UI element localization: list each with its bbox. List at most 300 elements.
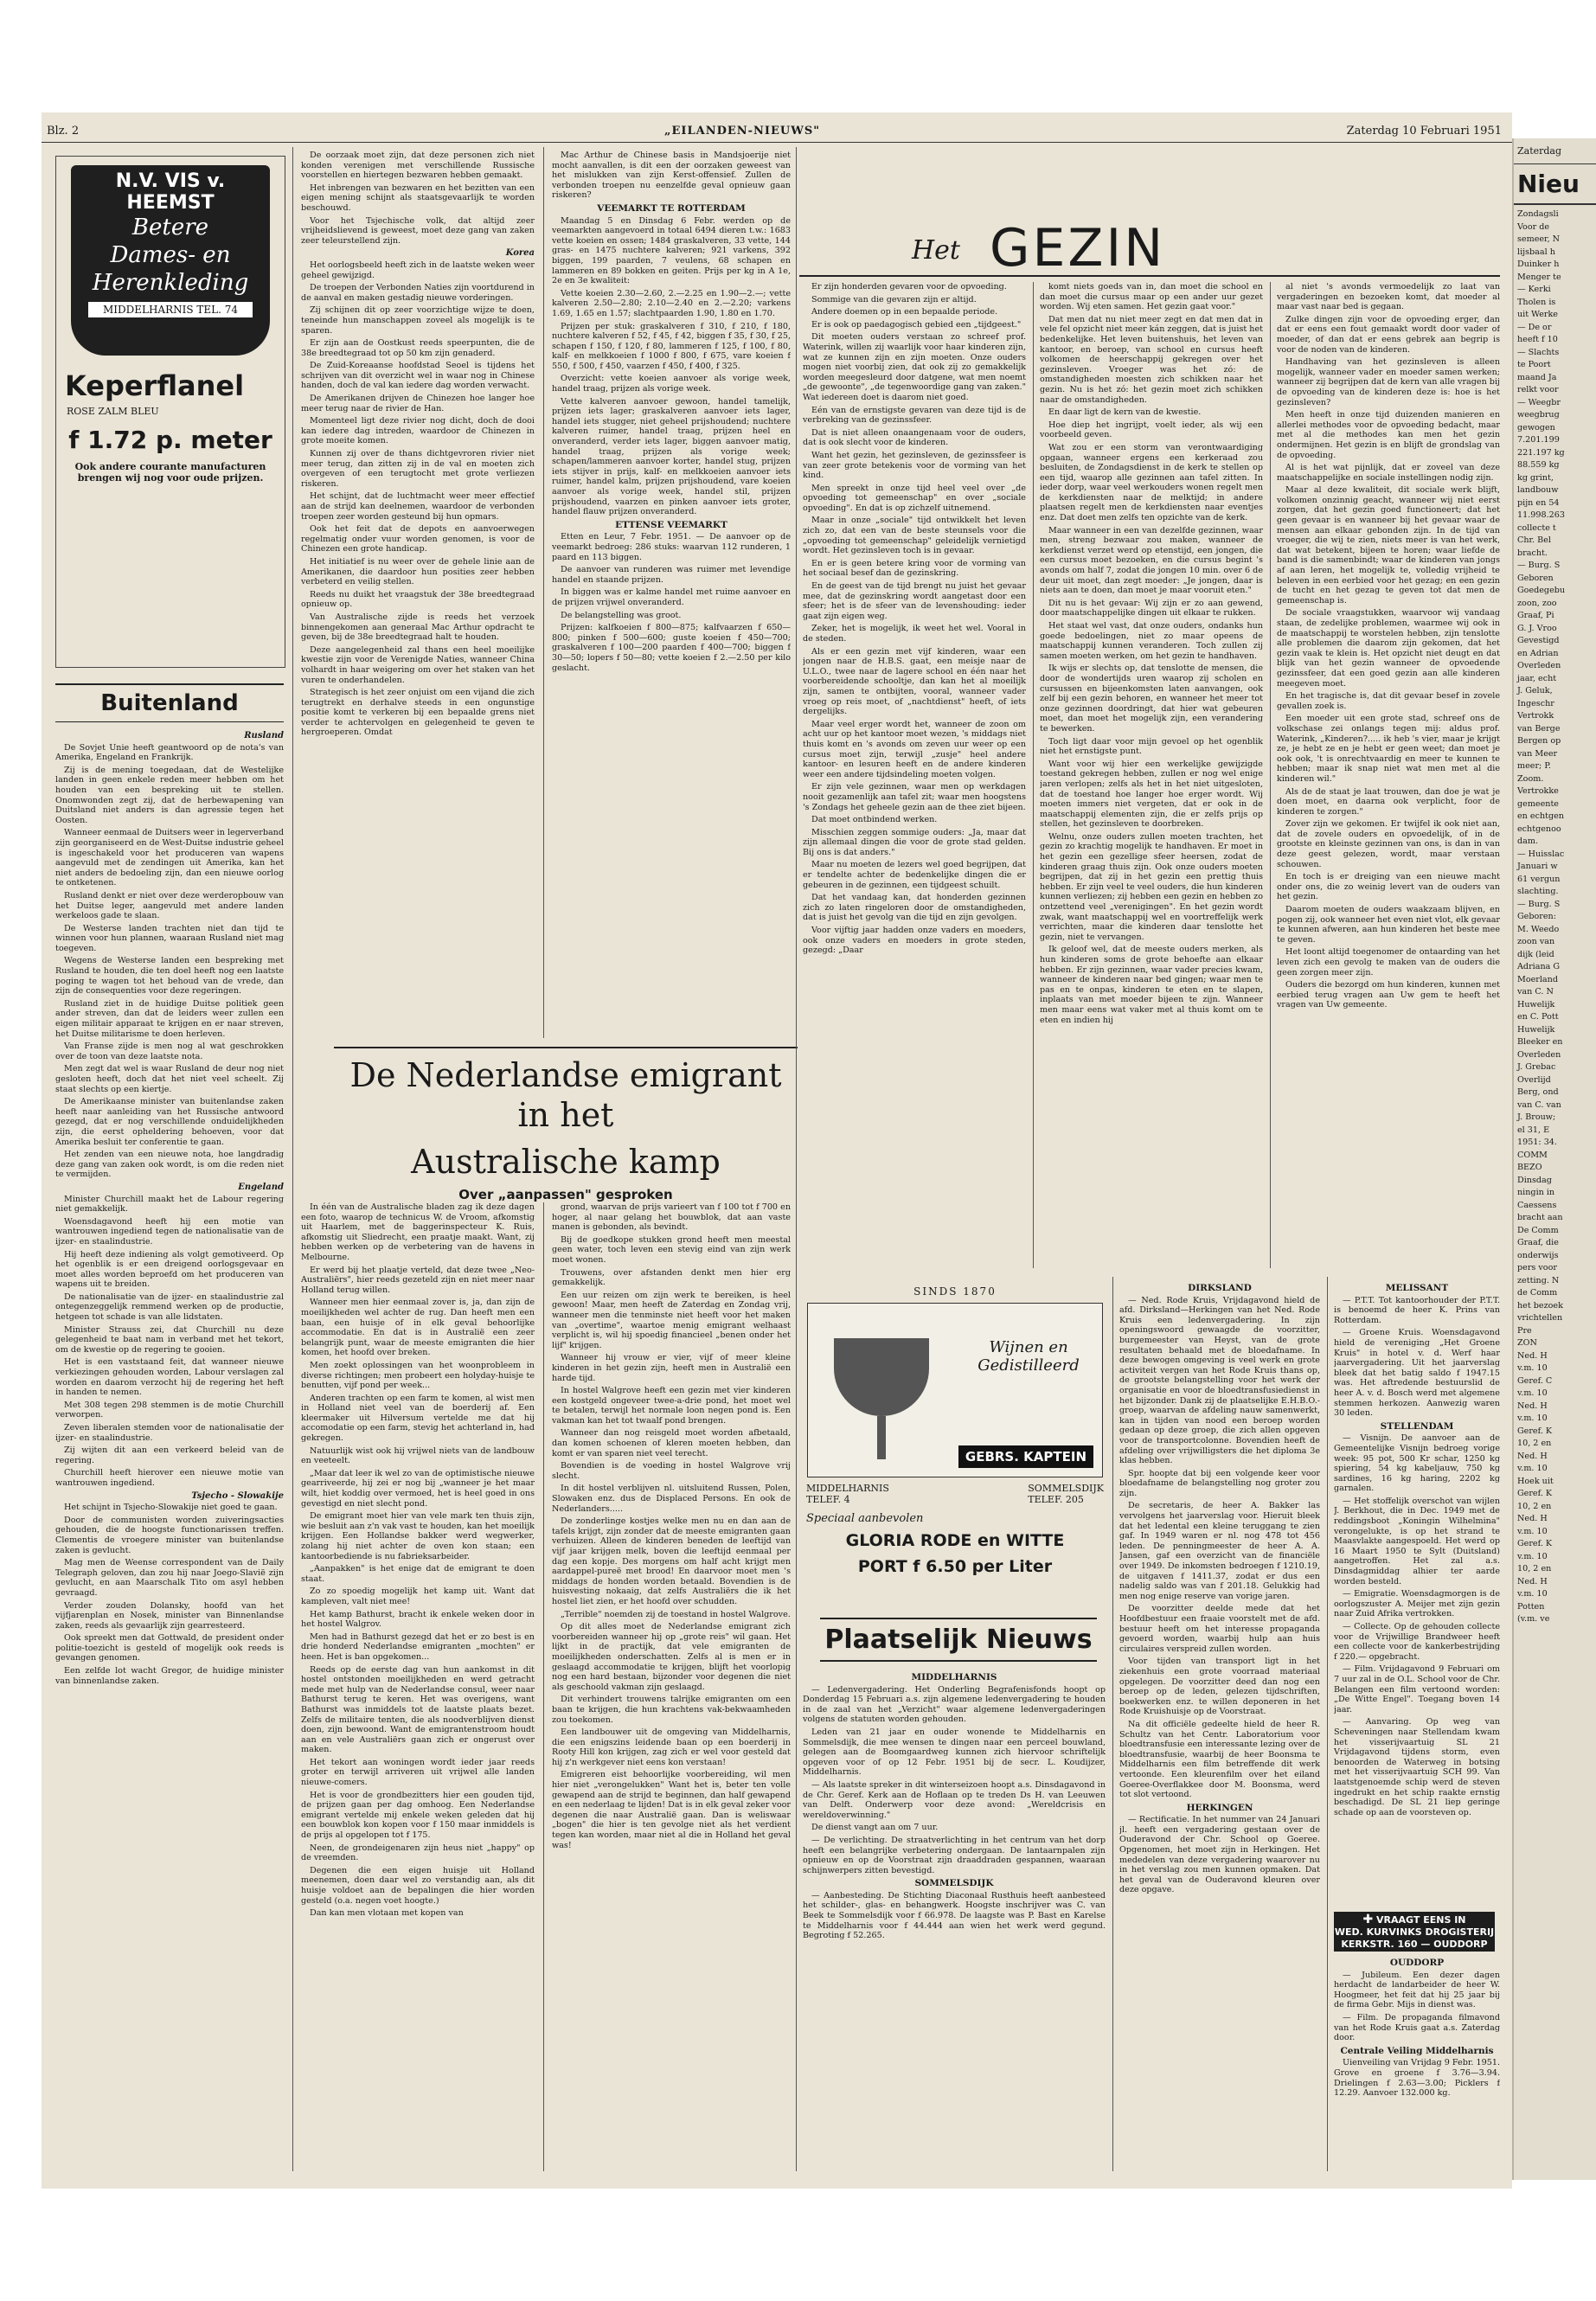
paragraph: De oorzaak moet zijn, dat deze personen zich niet konden verenigen met verschillende Russische voorstellen en hiertegen bezwaren hebben gemaakt. — [301, 151, 535, 181]
adjacent-line: — De or — [1517, 322, 1552, 332]
kaptein-wine-ad — [799, 1280, 1111, 1609]
paragraph: Emigreren eist behoorlijke voorbereiding, wil men hier niet „verongelukken" Want het is, beter ten volle gewapend aan de strijd te beginnen, dan half gewapend en een nederlaag te lijden! Dat is in elk geval zeker voor degenen die naar Australië gaan. Dan is weliswaar „bogen" die hier is ten gevolge niet als het verdient tegen kan worden, maar niet al die in Holland het geval was! — [552, 1770, 791, 1850]
dirksland-column — [1119, 1280, 1320, 2171]
paragraph: Ook spreekt men dat Gottwald, de president onder politie-toezicht is gesteld of mogelijk ook reeds is gevangen genomen. — [55, 1633, 284, 1663]
ad-since: SINDS 1870 — [913, 1285, 997, 1298]
paragraph: Mag men de Weense correspondent van de Daily Telegraph geloven, dan zou hij naar Joego-Slavië zijn gevlucht, en aan Maarschalk Tito om asyl hebben gevraagd. — [55, 1558, 284, 1598]
paragraph: Op dit alles moet de Nederlandse emigrant zich voorbereiden wanneer hij op „grote reis" wil gaan. Het lijkt in de practijk, dat vele emigranten de moeilijkheden onderschatten. Zelfs al is men er in geslaagd accommodatie te krijgen, blijft het voorlopig nog een hard bestaan, bijzonder voor degenen die niet als geschoold vakman zijn geslaagd. — [552, 1622, 791, 1692]
adjacent-line: kg grint, — [1517, 472, 1554, 483]
ad-gloria-product: GLORIA RODE en WITTE — [845, 1531, 1065, 1550]
paragraph: Zulke dingen zijn voor de opvoeding erger, dan dat er eens een fout gemaakt wordt door vader of moeder, of dan dat er eens gebrek aan begrip is voor de noden van de kinderen. — [1277, 314, 1500, 355]
adjacent-line: — Burg. S — [1517, 899, 1561, 909]
gezin-column-2 — [1040, 282, 1263, 1268]
paragraph: Hij heeft deze indiening als volgt gemotiveerd. Op het ogenblik is er een dreigend oorlogsgevaar en moet alles worden beproefd om het produceren van wapens uit te breiden. — [55, 1249, 284, 1290]
paragraph: Mac Arthur de Chinese basis in Mandsjoerije niet mocht aanvallen, is dit een der oorzaken geweest van het mislukken van zijn Kerst-offensief. Zullen de verbonden troepen nu eenzelfde geval opnieuw gaan riskeren? — [552, 151, 791, 201]
paragraph: Zij is de mening toegedaan, dat de Westelijke landen in geen enkele reden meer hebben om het houden van een bespreking uit te stellen. Onomwonden zegt zij, dat de herbewapening van Duitsland niet anders is dan agressie tegen het Oosten. — [55, 765, 284, 825]
adjacent-line: dam. — [1517, 836, 1539, 846]
paragraph: Dat moet ontbindend werken. — [811, 815, 938, 825]
gezin-title: GEZIN — [990, 218, 1166, 279]
paragraph: Kunnen zij over de thans dichtgevroren rivier niet meer terug, dan zitten zij in de val en moeten zich overgeven of een terugtocht met grote verliezen riskeren. — [301, 449, 535, 489]
adjacent-line: Geref. K — [1517, 1426, 1553, 1436]
paragraph: — P.T.T. Tot kantoorhouder der P.T.T. is benoemd de heer K. Prins van Rotterdam. — [1334, 1295, 1500, 1325]
newspaper-name: „EILANDEN-NIEUWS" — [664, 125, 821, 138]
paragraph: Sommige van die gevaren zijn er altijd. — [811, 294, 977, 304]
paragraph: „Maar dat leer ik wel zo van de optimistische nieuwe gearriveerde, hij zei er nog bij „wanneer je het maar wilt, hiet koddig over vermoed, het is heel goed in ons gevestigd en niet slecht pond. — [301, 1468, 535, 1509]
adjacent-line: Hoek uit — [1517, 1476, 1554, 1486]
paragraph: Bij de goedkope stukken grond heeft men meestal geen water, toch leven een stevig eind van zijn werk moet wonen. — [552, 1234, 791, 1265]
paragraph: De Amerikaanse minister van buitenlandse zaken heeft naar aanleiding van het Russische antwoord gezegd, dat er nog verschillende onduidelijkheden zijn, die eerst opheldering behoeven, voor dat Amerika besluit ter conferentie te gaan. — [55, 1097, 284, 1147]
paragraph: Wanneer hij vrouw er vier, vijf of meer kleine kinderen in het gezin zijn, heeft men in Australië een harde tijd. — [552, 1353, 791, 1383]
adjacent-line: J. Grebac — [1517, 1062, 1556, 1072]
adjacent-line: onderwijs — [1517, 1250, 1559, 1260]
paragraph: Maar wanneer in een van dezelfde gezinnen, waar men, streng bezwaar zou maken, wanneer de kerkdienst verzet werd op etenstijd, een jongen, die een cursus moet bezoeken, en die cursus begint 's avonds om half 7, zodat die jongen 10 min. over 6 de deur uit moet, dan zegt moeder: „Je jongen, daar is niets aan te doen, dan moet je maar vooruit eten." — [1040, 525, 1263, 596]
paragraph: Voor het Tsjechische volk, dat altijd zeer vrijheidslievend is geweest, moet deze gang van zaken zeer teleurstellend zijn. — [301, 215, 535, 246]
paragraph: Welnu, onze ouders zullen moeten trachten, het gezin zo krachtig mogelijk te handhaven. Er moet in het gezin een gezellige sfeer heersen, zodat de kinderen graag thuis zijn. Ook onze ouders moeten begrijpen, dat zij in het gezin een prettig thuis hebben. Er zijn veel te veel ouders, die hun kinderen kunnen verliezen; zij hebben een gezin en hebben zo ontzettend veel „verenigingen". En het gezin wordt zwak, want maatschappij wel en voortreffelijk werk verrichten, maar die kinderen daar tenslotte het gezin, niet te vervangen. — [1040, 831, 1263, 942]
paragraph: Anderen trachten op een farm te komen, al wist men in Holland niet veel van de boerderij af. Een kleermaker uit Hilversum vertelde me dat hij accomodatie op een farm, stevig het achterland in, had gekregen. — [301, 1393, 535, 1444]
paragraph: De Westerse landen trachten niet dan tijd te winnen voor hun plannen, waaraan Rusland niet mag toegeven. — [55, 923, 284, 953]
section-korea: Korea — [505, 248, 535, 259]
paragraph: Het kamp Bathurst, bracht ik enkele weken door in het hostel Walgrov. — [301, 1609, 535, 1630]
adjacent-line: de Comm — [1517, 1288, 1558, 1298]
ad-brand: N.V. VIS v. HEEMST — [115, 170, 226, 214]
paragraph: Want voor wij hier een werkelijke gewijzigde toestand gekregen hebben, zullen er nog wel enige jaren verlopen; zelfs als het in het niet uitgesloten, dat de toestand hoe langer hoe erger wordt. Wij moeten immers niet vergeten, dat er ook in de maatschappij elementen zijn, die er zelfs prijs op stellen, het gezinsleven te doorbreken. — [1040, 759, 1263, 830]
paragraph: Momenteel ligt deze rivier nog dicht, doch de dooi kan iedere dag intreden, waardoor de Chinezen in grote moeite komen. — [301, 416, 535, 446]
adjacent-line: Ned. H — [1517, 1576, 1548, 1586]
paragraph: Door de communisten worden zuiveringsacties gehouden, die de hoogste functionarissen treffen. Clementis de vroegere minister van buitenlandse zaken is gevlucht. — [55, 1515, 284, 1555]
paragraph: Zij wijten dit aan een verkeerd beleid van de regering. — [55, 1445, 284, 1465]
paragraph: Het is een vaststaand feit, dat wanneer nieuwe verkiezingen gehouden worden, Labour verslagen zal worden en daarom verzocht hij de regering het heft in handen te nemen. — [55, 1357, 284, 1398]
heading-ettense-veemarkt: ETTENSE VEEMARKT — [615, 519, 727, 530]
paragraph: Voor vijftig jaar hadden onze vaders en moeders, ook onze vaders en moeders in grote steden, gezegd: „Daar — [803, 926, 1026, 956]
adjacent-line: en echtgen — [1517, 811, 1564, 821]
plaatselijk-nieuws-heading: Plaatselijk Nieuws — [820, 1618, 1097, 1662]
paragraph: Ik geloof wel, dat de meeste ouders merken, als hun kinderen soms de grote behoefte aan elkaar hebben. Er zijn gezinnen, waar vader precies kwam, wanneer de kinderen naar bed gingen; waar men te pas en te onpas, kinderen te eten en te slapen, inplaats van met moeder bijeen te zijn. Wanneer men maar eens wat vaker met al thuis komt om te eten en indien hij — [1040, 945, 1263, 1025]
plaatselijk-column — [803, 1670, 1106, 2171]
adjacent-line: Tholen is — [1517, 297, 1556, 307]
buitenland-column — [55, 728, 284, 2164]
paragraph: Maar in onze „sociale" tijd ontwikkelt het leven zich zo, dat een van de beste steunsels voor die „opvoeding tot gemeenschap" geleidelijk vernietigd wordt. Het gezinsleven toch is in gevaar. — [803, 516, 1026, 556]
ad-wijnen — [964, 1338, 1093, 1375]
paragraph: Men had in Bathurst gezegd dat het er zo best is en drie honderd Nederlandse emigranten „mochten" er heen. Het is ban opgekomen... — [301, 1631, 535, 1662]
paragraph: De belangstelling was groot. — [561, 610, 682, 620]
paragraph: — Aanbesteding. De Stichting Diaconaal Rusthuis heeft aanbesteed het schilder-, glas- en behangwerk. Hoogste inschrijver was C. van Beek te Sommelsdijk voor f 66.978. De laagste was P. Bast en Karelse te Middelharnis voor f 44.444 aan wien het werk werd gegund. Begroting f 52.265. — [803, 1890, 1106, 1941]
adjacent-line: Adriana G — [1517, 962, 1561, 971]
section-tsjecho-slowakije: Tsjecho - Slowakije — [191, 1490, 284, 1501]
adjacent-line: Geref. C — [1517, 1375, 1553, 1386]
paragraph: Prijzen: kalfkoeien f 800—875; kalfvaarzen f 650—800; pinken f 500—600; guste koeien f 450—700; graskalveren f 100—200 paarden f 400—700; biggen f 30—50; lopers f 50—80; vette koeien f 2.—2.50 per kilo geslacht. — [552, 623, 791, 673]
adjacent-line: Overlijd — [1517, 1074, 1551, 1085]
adjacent-line: slachting. — [1517, 887, 1559, 896]
adjacent-line: en C. Pott — [1517, 1012, 1559, 1022]
paragraph: Wanneer dan nog reisgeld moet worden afbetaald, dan komen schoenen of kleren moeten hebben, dan komt er van sparen niet veel terecht. — [552, 1428, 791, 1458]
adjacent-line: collecte t — [1517, 522, 1556, 533]
adjacent-line: Ned. H — [1517, 1400, 1548, 1411]
adjacent-line: Huwelijk — [1517, 1024, 1555, 1035]
adjacent-line: 221.197 kg — [1517, 447, 1565, 458]
wine-glass-icon — [834, 1338, 929, 1416]
wine-glass-stem-icon — [877, 1416, 886, 1459]
adjacent-line: van Berge — [1517, 723, 1561, 734]
paragraph: Het tekort aan woningen wordt ieder jaar reeds groter en terwijl arriveren uit vrijwel alle landen nieuwe-comers. — [301, 1757, 535, 1788]
drogisterij-ad-text-1: VRAAGT EENS IN — [1376, 1914, 1466, 1926]
paragraph: Ouders die bezorgd om hun kinderen, kunnen met eerbied terug vragen aan Uw gem te heeft het vragen van Uw gemeente. — [1277, 980, 1500, 1010]
adjacent-line: gemeente — [1517, 798, 1559, 809]
paragraph: De Sovjet Unie heeft geantwoord op de nota's van Amerika, Engeland en Frankrijk. — [55, 742, 284, 763]
column-rule — [796, 147, 797, 2171]
paragraph: Wanneer eenmaal de Duitsers weer in legerverband zijn georganiseerd en de West-Duitse industrie geheel is ingeschakeld voor het produceren van wapens aangevuld met de zendingen uit Amerika, kan het niet anders de bedoeling zijn, dan een nieuwe oorlog te ontketenen. — [55, 828, 284, 888]
paragraph: Zeker, het is mogelijk, ik weet het wel. Vooral in de steden. — [803, 624, 1026, 644]
paragraph: Rusland denkt er niet over deze werderopbouw van het Duitse leger, aangevuld met andere landen werkeloos gade te slaan. — [55, 890, 284, 921]
paragraph: Wat zou er een storm van verontwaardiging opgaan, wanneer ergens een kerkeraad zou besluiten, de Zondagsdienst in de kerk te stellen op een tijd, waarop alle gezinnen aan tafel zitten. In ieder dorp, waar veel werkouders wonen regelt men de kerkdiensten naar de melktijd; in andere plaatsen regelt men de kerkdiensten naar eventjes enz. Dat doet men zelfs ten opzichte van de kerk. — [1040, 442, 1263, 523]
paragraph: Zeven liberalen stemden voor de nationalisatie der ijzer- en staalindustrie. — [55, 1423, 284, 1443]
paragraph: — Collecte. Op de gehouden collecte voor de Vrijwillige Brandweer heeft een collecte voor de kankerbestrijding f 220.— opgebracht. — [1334, 1622, 1500, 1662]
paragraph: komt niets goeds van in, dan moet die school en dan moet die cursus maar op een ander uur gezet worden. Wij eten samen. Het gezin gaat voor." — [1040, 282, 1263, 312]
adjacent-line: en Adrian — [1517, 648, 1559, 658]
adjacent-line: Menger te — [1517, 272, 1561, 282]
gezin-column-3 — [1277, 282, 1500, 1268]
vis-van-heemst-logo — [71, 165, 270, 356]
paragraph: Misschien zeggen sommige ouders: „Ja, maar dat zijn allemaal dingen die voor de grote stad gelden. Bij ons is dat anders." — [803, 827, 1026, 857]
adjacent-line: relkt voor — [1517, 385, 1559, 394]
paragraph: Het schijnt in Tsjecho-Slowakije niet goed te gaan. — [64, 1503, 278, 1513]
paragraph: Eén van de ernstigste gevaren van deze tijd is de verbreking van de gezinssfeer. — [803, 405, 1026, 426]
gezin-masthead — [799, 215, 1500, 277]
column-rule — [543, 147, 544, 1038]
emigrant-title-line-2: Australische kamp — [411, 1143, 721, 1181]
adjacent-line: 11.998.263 — [1517, 510, 1565, 520]
ad-shop-name: GEBRS. KAPTEIN — [958, 1445, 1093, 1468]
paragraph: Men spreekt in onze tijd heel veel over „de opvoeding tot gemeenschap" en over „sociale opvoeding". En dat is op zichzelf uitnemend. — [803, 483, 1026, 513]
gezin-het: Het — [912, 235, 960, 266]
adjacent-line: zoon, zoo — [1517, 598, 1557, 608]
buitenland-heading: Buitenland — [55, 683, 284, 722]
adjacent-line: Duinker h — [1517, 260, 1560, 269]
paragraph: Minister Churchill maakt het de Labour regering niet gemakkelijk. — [55, 1194, 284, 1215]
paragraph: Het loont altijd toegenomer de ontaarding van het leven zich een gevolg te maken van de ouders die geen zorgen meer zijn. — [1277, 947, 1500, 977]
paragraph: Een zelfde lot wacht Gregor, de huidige minister van binnenlandse zaken. — [55, 1666, 284, 1686]
paragraph: De Zuid-Koreaanse hoofdstad Seoel is tijdens het schrijven van dit overzicht wel in waar nog in Chinese handen, doch de val kan iedere dag worden verwacht. — [301, 361, 535, 391]
paragraph: Als er een gezin met vijf kinderen, waar een jongen naar de H.B.S. gaat, een meisje naar de U.L.O., twee naar de lagere school en één naar het voorbereidende schooltje, dan kan het al moeilijk zijn, samen te ontbijten, vooral, wanneer vader vroeg op reis moet, of „nachtdienst" heeft, of iets dergelijks. — [803, 646, 1026, 717]
vis-van-heemst-ad — [55, 156, 285, 668]
column-rule — [1033, 282, 1034, 1268]
paragraph: Overzicht: vette koeien aanvoer als vorige week, handel traag, prijzen als vorige week. — [552, 374, 791, 394]
paragraph: — Film. De propaganda filmavond van het Rode Kruis gaat a.s. Zaterdag door. — [1334, 2012, 1500, 2043]
adjacent-line: J. Geluk, — [1517, 686, 1553, 695]
ad-phone-1: TELEF. 4 — [806, 1494, 850, 1505]
adjacent-line: De Comm — [1517, 1225, 1559, 1235]
paragraph: Strategisch is het zeer onjuist om een vijand die zich terugtrekt en derhalve steeds in een ongunstige positie komt te verkeren bij een bepaalde grens niet verder te achtervolgen en gelegenheid te geven te hergroeperen. Omdat — [301, 688, 535, 738]
paragraph: Na dit officiële gedeelte hield de heer R. Schultz van het Centr. Laboratorium voor bloedtransfusie een interessante lezing over de bloedtransfusie, waarbij de heer Boonsma te Middelharnis een film betreffende dit werk vertoonde. Een kleurenfilm over het eiland Goeree-Overflakkee door M. Boonsma, werd tot slot vertoond. — [1119, 1719, 1320, 1800]
paragraph: En het tragische is, dat dit gevaar besef in zovele gevallen zoek is. — [1277, 691, 1500, 711]
adjacent-line: heeft f 10 — [1517, 335, 1558, 344]
paragraph: Neen, de grondeigenaren zijn heus niet „happy" op de vreemden. — [301, 1843, 535, 1863]
paragraph: Men heeft in onze tijd duizenden manieren en allerlei methodes voor de opvoeding bedacht, maar met al die methodes kan men het gezin ondermijnen. Het gezin is en blijft de grondslag van de opvoeding. — [1277, 410, 1500, 460]
section-melissant: MELISSANT — [1385, 1283, 1449, 1293]
adjacent-line: — Kerki — [1517, 285, 1551, 294]
paragraph: Het zenden van een nieuwe nota, hoe langdradig deze gang van zaken ook wordt, is om die reden niet te vermijden. — [55, 1150, 284, 1180]
heading-centrale-veiling: Centrale Veiling Middelharnis — [1340, 2045, 1494, 2056]
adjacent-line: Geboren — [1517, 573, 1554, 583]
paragraph: De Amerikanen drijven de Chinezen hoe langer hoe meer terug naar de rivier de Han. — [301, 394, 535, 413]
paragraph: In hostel Walgrove heeft een gezin met vier kinderen een kostgeld ongeveer twee-a-drie pond, het moet wel te betalen, terwijl het normale loon negen pond is. Een vakman kan het tot twaalf pond brengen. — [552, 1386, 791, 1426]
paragraph: Ook het feit dat de depots en aanvoerwegen regelmatig onder vuur worden genomen, is voor de Chinezen een grote handicap. — [301, 524, 535, 554]
paragraph: En de geest van de tijd brengt nu juist het gevaar mee, dat de gezinskring wordt aangetast door een sfeer; het is de sfeer van de levenshouding: ieder gaat zijn eigen weg. — [803, 581, 1026, 621]
drogisterij-ad-text-3: KERKSTR. 160 — OUDDORP — [1341, 1939, 1488, 1950]
adjacent-line: el 31, E — [1517, 1125, 1550, 1135]
adjacent-line: van C. N — [1517, 987, 1554, 997]
section-herkingen: HERKINGEN — [1186, 1802, 1253, 1813]
adjacent-line: Januari w — [1517, 862, 1558, 871]
adjacent-line: bracht. — [1517, 548, 1548, 558]
adjacent-line: van C. van — [1517, 1099, 1561, 1110]
section-ouddorp: OUDDORP — [1389, 1958, 1445, 1968]
adjacent-line: — Huisslac — [1517, 849, 1565, 859]
ad-location-2: SOMMELSDIJK — [1028, 1483, 1104, 1494]
adjacent-line: meer; P. — [1517, 761, 1551, 771]
paragraph: En er is geen betere kring voor de vorming van het sociaal besef dan de gezinskring. — [803, 558, 1026, 579]
paragraph: grond, waarvan de prijs varieert van f 100 tot f 700 en hoger, al naar gelang het bouwblok, dat aan vaste manen is gebonden, als bevindt. — [552, 1202, 791, 1233]
paragraph: — Visnijn. De aanvoer aan de Gemeentelijke Visnijn bedroeg vorige week: 95 pot, 500 Kr schar, 1250 kg spiering, 54 kg kabeljauw, 750 kg sardines, 16 kg haring, 2202 kg garnalen. — [1334, 1433, 1500, 1494]
paragraph: In één van de Australische bladen zag ik deze dagen een foto, waarop de technicus W. de Vroom, afkomstig uit Haarlem, met de baggerinspecteur K. Ruis, afkomstig uit Sliedrecht, een praatje maakt. Want, zij hebben werken op de verbetering van de havens in Melbourne. — [301, 1202, 535, 1262]
ad-script-2: Dames- en — [110, 242, 231, 268]
adjacent-line: G. J. Vroo — [1517, 623, 1557, 633]
adjacent-line: Ned. H — [1517, 1451, 1548, 1461]
section-stellendam: STELLENDAM — [1380, 1420, 1454, 1432]
adjacent-line: v.m. 10 — [1517, 1464, 1548, 1473]
adjacent-line: ZON — [1517, 1338, 1537, 1348]
paragraph: Minister Strauss zei, dat Churchill nu deze gelegenheid te baat nam in verband met het tekort, om de kwestie op de regering te gooien. — [55, 1324, 284, 1355]
adjacent-line: BEZO — [1517, 1163, 1542, 1172]
adjacent-date: Zaterdag — [1514, 138, 1596, 164]
gezin-column-1 — [803, 282, 1026, 1268]
paragraph: Prijzen per stuk: graskalveren f 310, f 210, f 180, nuchtere kalveren f 52, f 45, f 42, biggen f 35, f 30, f 25, schapen f 150, f 120, f 80, lammeren f 125, f 100, f 80, kalf- en melkkoeien f 1000 f 800, f 675, vare koeien f 550, f 500, f 450, vaarzen f 450, f 400, f 325. — [552, 321, 791, 371]
paragraph: Reeds op de eerste dag van hun aankomst in dit hostel ontstonden moeilijkheden en werd getracht mede met hulp van de Nederlandse consul, weer naar Bathurst terug te keren. Het was overigens, want Bathurst was inmiddels tot de laatste plaats bezet. Zelfs de militaire tenten, die als noodverblijven dienst doen, zijn bewoond. Want de emigrantenstroom houdt aan en vele Australiërs gaan zich er ongerust over maken. — [301, 1664, 535, 1755]
emigrant-subtitle: Over „aanpassen" gesproken — [458, 1187, 673, 1202]
paragraph: Want het gezin, het gezinsleven, de gezinssfeer is van zeer grote betekenis voor de vorming van het kind. — [803, 450, 1026, 481]
paragraph: Maar veel erger wordt het, wanneer de zoon om acht uur op het kantoor moet wezen, 's middags niet thuis komt en 's avonds om zeven uur weer op een cursus moet zijn, terwijl „zusje" heel andere kantoor- en lesuren heeft en de andere kinderen weer een andere tijdsindeling moeten volgen. — [803, 719, 1026, 779]
paragraph: Hoe diep het ingrijpt, voelt ieder, als wij een voorbeeld geven. — [1040, 420, 1263, 440]
adjacent-line: Overleden — [1517, 661, 1561, 670]
paragraph: Er is ook op paedagogisch gebied een „tijdgeest." — [811, 319, 1022, 330]
adjacent-line: Graaf, die — [1517, 1238, 1559, 1247]
paragraph: Vette koeien 2.30—2.60, 2.—2.25 en 1.90—2.—; vette kalveren 2.50—2.80; 2.10—2.40 en 2.—2.20; varkens 1.69, 1.65 en 1.57; slachtpaarden 1.90, 1.80 en 1.70. — [552, 288, 791, 318]
paragraph: De zonderlinge kostjes welke men nu en dan aan de tafels krijgt, zijn zonder dat de meeste emigranten gaan verhuizen. Alleen de kinderen beneden de leeftijd van vijf jaar krijgen melk, boven die leeftijd eenmaal per dag een kopje. Des morgens om half acht krijgt men aardappel-pureë met brood! En daarvoor moet men 's middags de honden worden betaald. Bovendien is de huisvesting nokaaig, dat zelfs Australiërs die ik het hostel liet zien, er het hoofd over schudden. — [552, 1516, 791, 1606]
paragraph: — Ned. Rode Kruis, Vrijdagavond hield de afd. Dirksland—Herkingen van het Ned. Rode Kruis een ledenvergadering. In zijn openingswoord gewaagde de voorzitter, burgemeester van Heyst, van de grote resultaten behaald met de bloedafname. In deze bewogen omgeving is veel werk en grote activiteit vergen van het Rode Kruis thans op, de grootste belangstelling voor het werk der organisatie en voor de bloedtransfusiedienst in het bijzonder. Dank zij de plaatselijke E.H.B.O.-groep, waarvan de afdeling nauw samenwerkt, kan in tijden van nood een beroep worden gedaan op deze groep, die zich allen opgeven voor de transportcolonne. Bovendien heeft de afdeling over vrijwilligsters die het diploma 3e klas hebben. — [1119, 1295, 1320, 1466]
paragraph: „Terrible" noemden zij de toestand in hostel Walgrove. — [561, 1609, 791, 1619]
emigrant-column-1 — [301, 1202, 535, 2171]
paragraph: Verder zouden Dolansky, hoofd van het vijfjarenplan en Nosek, minister van Binnenlandse zaken, reeds als gevaarlijk zijn gearresteerd. — [55, 1600, 284, 1631]
adjacent-line: Ned. H — [1517, 1514, 1548, 1523]
adjacent-line: vrichtellen — [1517, 1313, 1563, 1323]
adjacent-line: zetting. N — [1517, 1275, 1560, 1285]
paragraph: — Het stoffelijk overschot van wijlen J. Berkhout, die in Dec. 1949 met de reddingsboot „Koningin Wilhelmina" verongelukte, is op het strand te Maasvlakte aangespoeld. Het werd op 16 Maart 1950 te Sylt (Duitsland) aangetroffen. Het zal a.s. Dinsdagmiddag alhier ter aarde worden besteld. — [1334, 1496, 1500, 1586]
emigrant-column-2 — [552, 1202, 791, 2171]
paragraph: — Ledenvergadering. Het Onderling Begrafenisfonds hoopt op Donderdag 15 Februari a.s. zijn algemene ledenvergadering te houden in de zaal van het „Verzicht" waar algemene ledenvergaderingen volgens de statuten worden gehouden. — [803, 1684, 1106, 1725]
adjacent-line: Pre — [1517, 1325, 1532, 1336]
paragraph: Wanneer men hier eenmaal zover is, ja, dan zijn de moeilijkheden wel achter de rug. Dan heeft men een baan, een huisje of in elk geval behoorlijke accommodatie. En dat is in Australië een zeer belangrijk punt, waar de meeste emigranten die hier komen, het hoofd over breken. — [301, 1298, 535, 1358]
paragraph: De nationalisatie van de ijzer- en staalindustrie zal ontegenzeggelijk remmend werken op de productie, hetgeen tot schade is van alle lidstaten. — [55, 1292, 284, 1323]
paragraph: Dan kan men vlotaan met kopen van — [310, 1908, 464, 1919]
section-middelharnis: MIDDELHARNIS — [911, 1672, 997, 1682]
paragraph: Leden van 21 jaar en ouder wonende te Middelharnis en Sommelsdijk, die mee wensen te dingen naar een perceel bouwland, gelegen aan de Boomgaardweg kunnen zich hiervoor schriftelijk opgeven voor of op 12 Febr. 1951 bij de secr. L. Koudijzer, Middelharnis. — [803, 1727, 1106, 1778]
paragraph: De secretaris, de heer A. Bakker las vervolgens het jaarverslag voor. Hieruit bleek dat het ledental een kleine teruggang te zien gaf. In 1949 waren er nl. nog 478 tot 456 leden. De penningmeester de heer A. A. Jansen, gaf een overzicht van de financiële over 1949. De inkomsten bedroegen f 1210.19, de uitgaven f 1411.37, zodat er dus een nadelig saldo was van f 201.18. Gelukkig had men nog enige reserve van vorige jaren. — [1119, 1501, 1320, 1601]
drogisterij-ad-line-1 — [1334, 1913, 1495, 1926]
adjacent-line: Geref. K — [1517, 1489, 1553, 1498]
paragraph: Een moeder uit een grote stad, schreef ons de volkschase zei onlangs tegen mij: aldus prof. Waterink, „Kinderen?..... ik heb 's vier, maar je krijgt ze, je hebt ze en je hebt er geen weet; dan moet je ook ook, 't is onrechtvaardig en meer te kunnen te hebben; maar ik snap niet wat men met al die kinderen wil." — [1277, 714, 1500, 784]
paragraph: Uienveiling van Vrijdag 9 Febr. 1951. Grove en groene f 3.76—3.94. Drielingen f 2.63—3.00; Picklers f 12.29. Aanvoer 132.000 kg. — [1334, 2058, 1500, 2099]
paragraph: Daarom moeten de ouders waakzaam blijven, en pogen zij, ook wanneer het even niet vlot, elk gevaar te kunnen afweren, aan hun kinderen het beste mee te geven. — [1277, 905, 1500, 945]
adjacent-line: lijsbaal h — [1517, 247, 1555, 257]
adjacent-line: Overleden — [1517, 1049, 1561, 1060]
ad-colors: ROSE ZALM BLEU — [67, 406, 159, 417]
paragraph: Voor tijden van transport ligt in het ziekenhuis een grote voorraad materiaal opgelegen. De voorzitter deed dan nog een beroep op de leden, gelezen tijdschriften, boekwerken enz. te willen deponeren in het Rode Kruishuisje op de Voorstraat. — [1119, 1657, 1320, 1717]
adjacent-line: — Weegbr — [1517, 397, 1561, 407]
paragraph: Dit verhindert trouwens talrijke emigranten om een baan te krijgen, die hun krachtens vak-bekwaamheden zou toekomen. — [552, 1695, 791, 1725]
adjacent-line: v.m. 10 — [1517, 1363, 1548, 1373]
paragraph: De sociale vraagstukken, waarvoor wij vandaag staan, de zedelijke problemen, waarmee wij ook in de maatschappij te worstelen hebben, zijn tenslotte alle problemen die daarom zijn gekomen, dat het gezin vaak te klein is. Het opzicht niet deugt en dat blijk van het gezin wanneer de opvoedende gezinssfeer, dat een goed gezin aan alle kinderen meegeven moet. — [1277, 608, 1500, 689]
paragraph: Vette kalveren aanvoer gewoon, handel tamelijk, prijzen iets lager; graskalveren aanvoer iets lager, handel iets stugger, niet geheel prijshoudend; nuchtere kalveren ruimer, handel traag, prijzen heel en onveranderd, verder iets lager, biggen aanvoer matig, handel traag, prijzen als vorige week; schapen/lammeren aanvoer korter, handel stug, prijzen iets stijver in prijs, kalf- en melkkoeien aanvoer iets ruimer, handel kalm, prijzen prijshoudend, vare koeien aanvoer als vorige week, handel stil, prijzen prijshoudend, vaarzen en pinken aanvoer iets groter, handel flauw prijzen onveranderd. — [552, 396, 791, 517]
adjacent-text-column — [1514, 205, 1596, 1630]
adjacent-line: 10, 2 en — [1517, 1501, 1552, 1511]
paragraph: — Rectificatie. In het nummer van 24 Januari jl. heeft een vergadering gestaan over de Ouderavond der Chr. School op Goeree. Opgenomen, het moet zijn in Herkingen. Het mededelen van deze vergadering waarover nu in het verslag zou men kunnen opmaken. Dat het geval van de Ouderavond kleuren over deze opgave. — [1119, 1815, 1320, 1895]
ad-note: Ook andere courante manufacturen brengen wij nog voor oude prijzen. — [74, 461, 266, 484]
korea-column — [301, 151, 535, 1042]
adjacent-line: 1951: 34. — [1517, 1138, 1557, 1147]
column-rule — [292, 147, 293, 2171]
adjacent-line: semeer, N — [1517, 234, 1561, 244]
ad-phone-2: TELEF. 205 — [1028, 1494, 1084, 1505]
paragraph: En daar ligt de kern van de kwestie. — [1048, 407, 1202, 418]
adjacent-line: jaar, echt — [1517, 673, 1557, 683]
column-rule — [1270, 282, 1271, 1268]
adjacent-line: Huwelijk — [1517, 999, 1555, 1009]
paragraph: Spr. hoopte dat bij een volgende keer voor bloedafname de belangstelling nog groter zou zijn. — [1119, 1468, 1320, 1498]
adjacent-line: — Burg. S — [1517, 561, 1561, 570]
adjacent-page-edge — [1512, 138, 1596, 2180]
paragraph: Er werd bij het plaatje verteld, dat deze twee „Neo-Australiërs", hier reeds gezeteld zijn en niet meer naar Holland terug willen. — [301, 1265, 535, 1295]
paragraph: Ik wijs er slechts op, dat tenslotte de mensen, die door de wondertijds uren waarop zij scholen en cursussen en bijeenkomsten laten aanvangen, ook zelf bij een gezin behoren, en wanneer het meer tot onze gezinnen doordringt, dat hier wat gebeuren moet, dan moet het mogelijk zijn, een verandering te bewerken. — [1040, 663, 1263, 734]
adjacent-line: 88.559 kg — [1517, 460, 1560, 470]
paragraph: Men zoekt oplossingen van het woonprobleem in diverse richtingen; men probeert een holyday-huisje te benutten, vijf pond per week... — [301, 1360, 535, 1391]
melissant-column — [1334, 1280, 1500, 1907]
adjacent-line: 10, 2 en — [1517, 1439, 1552, 1448]
paragraph: Toch ligt daar voor mijn gevoel op het ogenblik niet het ernstigste punt. — [1040, 736, 1263, 757]
adjacent-line: 10, 2 en — [1517, 1564, 1552, 1574]
adjacent-line: Zondagsli — [1517, 209, 1559, 219]
ad-product: Keperflanel — [65, 369, 245, 402]
column-rule — [543, 1202, 544, 2171]
paragraph: Bovendien is de voeding in hostel Walgrove vrij slecht. — [552, 1461, 791, 1481]
adjacent-line: zoon van — [1517, 937, 1555, 946]
paragraph: al niet 's avonds vermoedelijk zo laat van vergaderingen en bezoeken komt, dat moeder al maar vast naar bed is gegaan. — [1277, 282, 1500, 312]
paragraph: Het inbrengen van bezwaren en het bezitten van een eigen mening schijnt als staatsgevaarlijk te worden beschouwd. — [301, 183, 535, 213]
adjacent-line: dijk (leid — [1517, 949, 1554, 959]
ad-wijnen-line-1: Wijnen en — [989, 1338, 1068, 1356]
adjacent-line: Geref. K — [1517, 1539, 1553, 1548]
paragraph: Zover zijn we gekomen. Er twijfel ik ook niet aan, dat de zovele ouders en opvoedelijk, of in de grootste en kleinste gezinnen van ons, is dan in van deze geest gelezen, wordt, maar verstaan schouwen. — [1277, 819, 1500, 869]
veemarkt-column — [552, 151, 791, 1042]
paragraph: „Aanpakken" is het enige dat de emigrant te doen staat. — [301, 1564, 535, 1584]
paragraph: Dit nu is het gevaar: Wij zijn er zo aan gewend, door maatschappelijke dingen uit elkaar te rukken. — [1040, 598, 1263, 619]
adjacent-line: Geboren: — [1517, 912, 1556, 921]
paragraph: Dat men dat nu niet meer zegt en dat men dat in vele fel opzicht niet meer kán zeggen, dat is juist het bedenkelijke. Het leven buitenshuis, het leven van kantoor, en beroep, van school en cursus heeft volkomen de heerschappij gekregen over het gezinsleven. Vroeger was het zó: de omstandigheden moesten zich schikken naar het gezin. Nu is het zó: het gezin moet zich schikken naar de omstandigheden. — [1040, 314, 1263, 405]
adjacent-line: (v.m. ve — [1517, 1614, 1550, 1624]
paragraph: — Groene Kruis. Woensdagavond hield de vereniging „Het Groene Kruis" in hotel v. d. Werf haar jaarvergadering. Uit het jaarverslag bleek dat het batig saldo f 1947.15 was. Het aftredende bestuurslid de heer A. v. d. Bosch werd met algemene stemmen herkozen. Aanwezig waren 30 leden. — [1334, 1328, 1500, 1419]
paragraph: Dat is niet alleen onaangenaam voor de ouders, dat is ook slecht voor de kinderen. — [803, 427, 1026, 448]
paragraph: Wegens de Westerse landen een bespreking met Rusland te houden, die ten doel heeft nog een laatste poging te wagen tot het behoud van de vrede, dan zijn de consequenties voor deze regeringen. — [55, 956, 284, 997]
paragraph: Het schijnt, dat de luchtmacht weer meer effectief aan de strijd kan deelnemen, waardoor de verbonden troepen zeer worden gesteund bij hun opmars. — [301, 491, 535, 522]
paragraph: Dat het vandaag kan, dat honderden gezinnen zich zo laten ringeloren door de omstandigheden, dat is juist het gevolg van die tijd en zijn gevolgen. — [803, 893, 1026, 923]
emigrant-title-line-1: De Nederlandse emigrant in het — [349, 1056, 782, 1134]
adjacent-line: — Slachts — [1517, 347, 1560, 357]
paragraph: Er zijn honderden gevaren voor de opvoeding. — [811, 282, 1007, 292]
red-cross-icon: ✚ — [1362, 1913, 1374, 1926]
paragraph: Andere doemen op in een bepaalde periode. — [811, 307, 998, 317]
adjacent-line: v.m. 10 — [1517, 1413, 1548, 1423]
column-rule — [1327, 1277, 1328, 2171]
paragraph: — Emigratie. Woensdagmorgen is de oorlogszuster A. Meijer met zijn gezin naar Zuid Afrika vertrokken. — [1334, 1589, 1500, 1619]
adjacent-line: Vertrokke — [1517, 786, 1559, 796]
paragraph: — Aanvaring. Op weg van Scheveningen naar Stellendam kwam het visserijvaartuig SL 21 Vrijdagavond tijdens storm, even benoorden de Waterweg in botsing met het visserijvaartuig SCH 99. Van laatstgenoemde schip werd de steven ingedrukt en het schip raakte ernstig beschadigd. De SL 21 liep geringe schade op aan de voorsteven op. — [1334, 1717, 1500, 1817]
paragraph: Maandag 5 en Dinsdag 6 Febr. werden op de veemarkten aangevoerd in totaal 6494 dieren t.w.: 1683 vette koeien en ossen; 1484 graskalveren, 33 vette, 144 gras- en 1475 nuchtere kalveren; 921 varkens, 392 biggen, 199 paarden, 7 veulens, 68 schapen en lammeren en 89 bokken en geiten. Prijs per kg in A 1e, 2e en 3e kwaliteit: — [552, 215, 791, 286]
paragraph: Er zijn aan de Oostkust reeds speerpunten, die de 38e breedtegraad tot op 50 km zijn genaderd. — [301, 338, 535, 358]
paragraph: Met 308 tegen 298 stemmen is de motie Churchill verworpen. — [55, 1400, 284, 1420]
ad-script-1: Betere — [131, 215, 209, 240]
paragraph: Er zijn vele gezinnen, waar men op werkdagen nooit gezamenlijk aan tafel zit; waar men hoogstens 's Zondags het geheele gezin aan de thee ziet bijeen. — [803, 782, 1026, 812]
adjacent-line: Moerland — [1517, 974, 1558, 984]
adjacent-line: gewogen — [1517, 422, 1555, 433]
paragraph: Zij schijnen dit op zeer voorzichtige wijze te doen, teneinde hun manschappen zoveel als mogelijk is te sparen. — [301, 305, 535, 336]
paragraph: — Jubileum. Een dezer dagen herdacht de landarbeider de heer W. Hoogmeer, het feit dat hij 25 jaar bij de firma Gebr. Mijs in dienst was. — [1334, 1970, 1500, 2010]
ad-location-1: MIDDELHARNIS — [806, 1483, 889, 1494]
page-header — [42, 119, 1512, 143]
paragraph: Trouwens, over afstanden denkt men hier erg gemakkelijk. — [552, 1267, 791, 1288]
adjacent-line: Graaf, Pi — [1517, 611, 1554, 620]
section-engeland: Engeland — [238, 1182, 284, 1192]
adjacent-line: v.m. 10 — [1517, 1551, 1548, 1561]
adjacent-line: Dinsdag — [1517, 1175, 1552, 1185]
adjacent-line: J. Brouw; — [1517, 1112, 1556, 1122]
paragraph: Rusland ziet in de huidige Duitse politiek geen ander streven, dan dat de leiders weer zullen een eigen militair apparaat te krijgen en er naar streven, het Duitse militarisme te doen herleven. — [55, 998, 284, 1039]
newspaper-page — [42, 112, 1512, 2189]
adjacent-line: Gevestigd — [1517, 636, 1560, 645]
paragraph: Een landbouwer uit de omgeving van Middelharnis, die een enigszins leidende baan op een boerderij in Rooty Hill kon krijgen, zag zich er wel voor gesteld dat hij z'n werkgever niet eens kon verstaan! — [552, 1727, 791, 1767]
adjacent-line: echtgenoo — [1517, 824, 1561, 834]
drogisterij-ad-text-2: WED. KURVINKS DROGISTERIJ — [1334, 1926, 1495, 1938]
paragraph: Het is voor de grondbezitters hier een gouden tijd, de prijzen gaan per dag omhoog. Een Nederlandse emigrant vertelde mij enkele weken geleden dat hij een bouwblok kon kopen voor f 150 maar inmiddels is de prijs al opgelopen tot f 175. — [301, 1790, 535, 1841]
adjacent-line: COMM — [1517, 1150, 1548, 1160]
adjacent-line: te Poort — [1517, 360, 1551, 369]
adjacent-line: Voor de — [1517, 221, 1550, 232]
ad-script-3: Herenkleding — [92, 270, 249, 296]
paragraph: Een uur reizen om zijn werk te bereiken, is heel gewoon! Maar, men heeft de Zaterdag en Zondag vrij, wanneer men die tenminste niet heeft voor het maken van „overtime", waartoe menig emigrant welhaast verplicht is, wil hij spoedig financieel „benen onder het lijf" krijgen. — [552, 1290, 791, 1350]
paragraph: In biggen was er kalme handel met ruime aanvoer en de prijzen vrijwel onveranderd. — [552, 587, 791, 607]
adjacent-line: M. Weedo — [1517, 924, 1560, 934]
adjacent-line: landbouw — [1517, 485, 1559, 495]
adjacent-line: maand Ja — [1517, 372, 1557, 382]
paragraph: Deze aangelegenheid zal thans een heel moeilijke kwestie zijn voor de Verenigde Naties, wanneer China volhardt in haar weigering om over het staken van het vuren te onderhandelen. — [301, 644, 535, 685]
adjacent-line: v.m. 10 — [1517, 1388, 1548, 1398]
paragraph: Etten en Leur, 7 Febr. 1951. — De aanvoer op de veemarkt bedroeg: 286 stuks: waarvan 112 runderen, 1 paard en 113 biggen. — [552, 532, 791, 562]
paragraph: Woensdagavond heeft hij een motie van wantrouwen ingediend tegen de nationalisatie van de ijzer- en staalindustrie. — [55, 1216, 284, 1247]
paragraph: Zo zo spoedig mogelijk het kamp uit. Want dat kampleven, valt niet mee! — [301, 1586, 535, 1606]
paragraph: Churchill heeft hierover een nieuwe motie van wantrouwen ingediend. — [55, 1468, 284, 1488]
ad-gloria-price: PORT f 6.50 per Liter — [857, 1557, 1053, 1576]
adjacent-line: ningin in — [1517, 1188, 1555, 1197]
emigrant-headline — [334, 1047, 798, 1202]
adjacent-line: van Meer — [1517, 748, 1558, 759]
section-sommelsdijk: SOMMELSDIJK — [914, 1878, 994, 1889]
